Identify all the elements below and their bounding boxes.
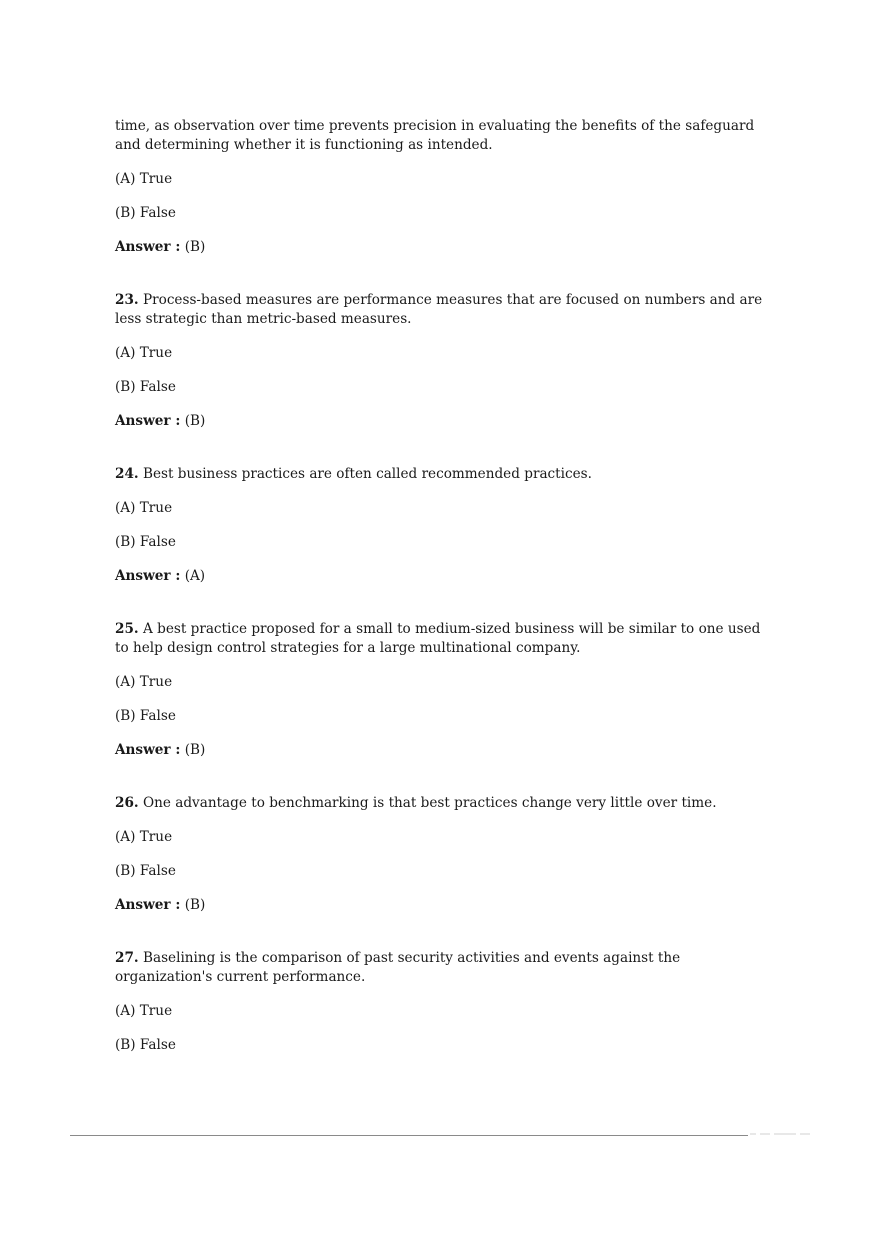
option-b: (B) False (115, 205, 176, 221)
option-a: (A) True (115, 829, 173, 845)
question-text-line2: organization's current performance. (115, 969, 366, 985)
option-b: (B) False (115, 379, 176, 395)
option-a: (A) True (115, 674, 173, 690)
answer-value: (B) (184, 413, 206, 429)
question-text-line1: Baselining is the comparison of past security activities and events against the (142, 950, 681, 966)
question-text: Process-based measures are performance measures that are focused on numbers and are less strategic than metric-based measures. (115, 292, 763, 327)
question-23 (115, 291, 775, 329)
option-b: (B) False (115, 863, 176, 879)
option-b: (B) False (115, 708, 176, 724)
answer-line (115, 896, 775, 915)
answer-value: (B) (184, 239, 206, 255)
answer-label: Answer : (115, 239, 181, 255)
footer-watermark-icon (750, 1131, 810, 1137)
option-a: (A) True (115, 345, 173, 361)
question-text: Best business practices are often called recommended practices. (142, 466, 592, 482)
answer-line (115, 567, 775, 586)
question-25 (115, 620, 775, 658)
question-number: 27. (115, 950, 139, 966)
option-a: (A) True (115, 500, 173, 516)
answer-line (115, 741, 775, 760)
option-b: (B) False (115, 1037, 176, 1053)
question-26 (115, 794, 775, 813)
answer-line (115, 238, 775, 257)
answer-value: (A) (184, 568, 206, 584)
document-page (115, 117, 775, 1055)
question-number: 26. (115, 795, 139, 811)
question-24 (115, 465, 775, 484)
answer-label: Answer : (115, 413, 181, 429)
option-b: (B) False (115, 534, 176, 550)
question-number: 23. (115, 292, 139, 308)
question-27 (115, 949, 775, 987)
answer-label: Answer : (115, 742, 181, 758)
answer-label: Answer : (115, 568, 181, 584)
option-a: (A) True (115, 171, 173, 187)
answer-value: (B) (184, 897, 206, 913)
answer-line (115, 412, 775, 431)
answer-label: Answer : (115, 897, 181, 913)
option-a: (A) True (115, 1003, 173, 1019)
question-number: 24. (115, 466, 139, 482)
question-text-continued: time, as observation over time prevents precision in evaluating the benefits of the safeguard and determining whether it is functioning as intended. (115, 118, 755, 153)
question-text: One advantage to benchmarking is that best practices change very little over time. (142, 795, 717, 811)
footer-divider (70, 1135, 748, 1136)
question-text: A best practice proposed for a small to medium-sized business will be similar to one used to help design control strategies for a large multinational company. (115, 621, 761, 656)
answer-value: (B) (184, 742, 206, 758)
question-number: 25. (115, 621, 139, 637)
